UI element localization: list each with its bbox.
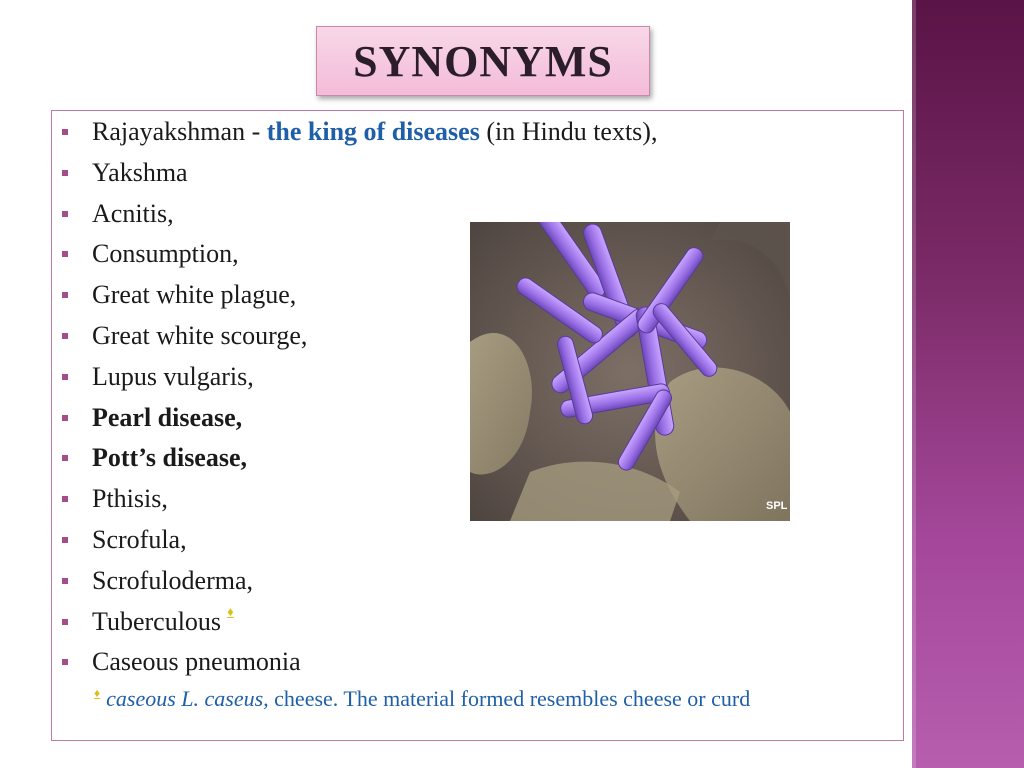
footnote-text: cheese. The material formed resembles cheese or curd: [268, 686, 751, 711]
footnote-italic: caseous L. caseus,: [106, 686, 269, 711]
item-text: Yakshma: [92, 157, 188, 187]
item-text: Consumption,: [92, 239, 239, 269]
bullet-icon: [62, 251, 68, 257]
footnote-marker-icon[interactable]: ♦: [94, 686, 101, 700]
bullet-icon: [62, 578, 68, 584]
item-text: Caseous pneumonia: [92, 647, 301, 677]
item-text: Tuberculous: [92, 606, 222, 636]
title-box: [316, 26, 650, 96]
bullet-icon: [62, 496, 68, 502]
list-item: [60, 604, 657, 645]
bullet-icon: [62, 659, 68, 665]
item-text: Acnitis,: [92, 198, 174, 228]
item-text: Great white plague,: [92, 280, 297, 310]
image-watermark: SPL: [766, 500, 788, 512]
bullet-icon: [62, 455, 68, 461]
bullet-icon: [62, 333, 68, 339]
micrograph-illustration: [470, 222, 790, 521]
bullet-icon: [62, 415, 68, 421]
bullet-icon: [62, 537, 68, 543]
item-text: Pearl disease,: [92, 402, 243, 432]
bullet-icon: [62, 170, 68, 176]
footnote: [94, 686, 750, 712]
bullet-icon: [62, 619, 68, 625]
list-item: [60, 114, 657, 155]
bullet-icon: [62, 292, 68, 298]
slide-title: SYNONYMS: [353, 36, 613, 86]
list-item: [60, 522, 657, 563]
item-text: Great white scourge,: [92, 320, 308, 350]
list-item: [60, 644, 657, 685]
item-text: Lupus vulgaris,: [92, 361, 254, 391]
item-text: Scrofula,: [92, 524, 187, 554]
item-text: Pthisis,: [92, 484, 168, 514]
decorative-side-band: [912, 0, 1024, 768]
item-text: Pott’s disease,: [92, 443, 248, 473]
list-item: [60, 155, 657, 196]
item-text: Rajayakshman -: [92, 117, 267, 146]
bullet-icon: [62, 374, 68, 380]
bullet-icon: [62, 211, 68, 217]
item-text: Scrofuloderma,: [92, 565, 254, 595]
item-highlight: the king of diseases: [266, 117, 480, 146]
item-suffix: (in Hindu texts),: [479, 117, 658, 146]
footnote-marker-link[interactable]: ♦: [227, 603, 234, 619]
bacteria-micrograph-image: [470, 222, 790, 521]
bullet-icon: [62, 129, 68, 135]
list-item: [60, 563, 657, 604]
